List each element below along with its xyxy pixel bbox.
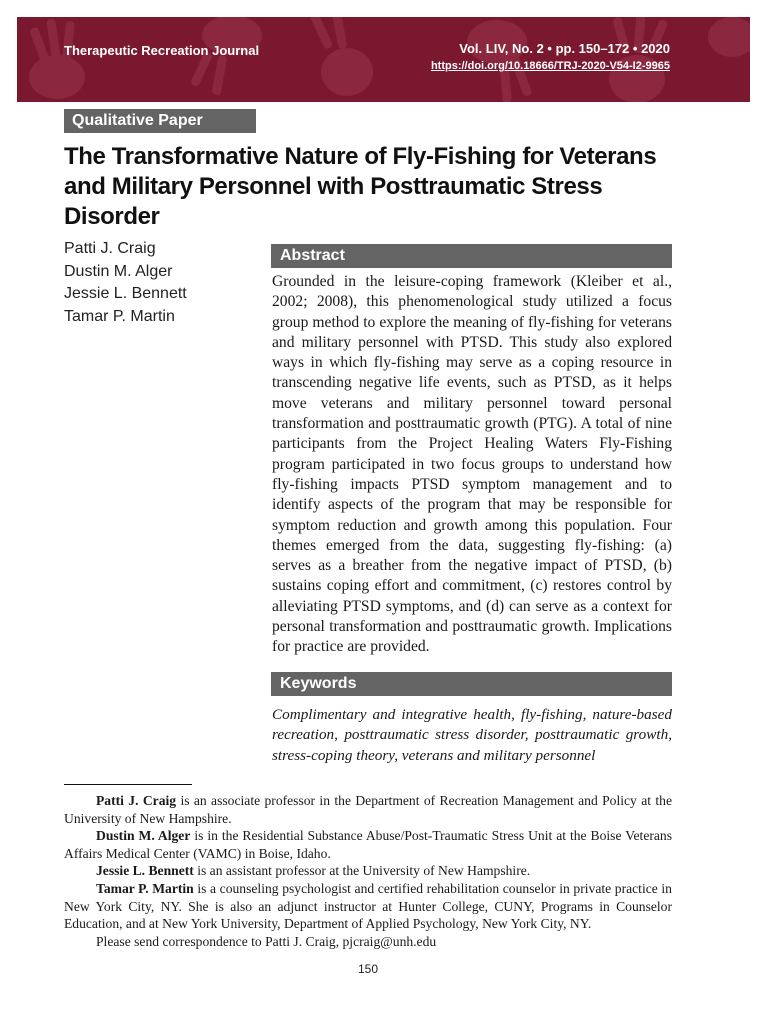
journal-banner — [17, 17, 750, 102]
author-note — [64, 827, 672, 862]
author-note-name: Jessie L. Bennett — [96, 863, 194, 879]
author-note-text: is in the Residential Substance Abuse/Post-Traumatic Stress Unit at the Boise Veterans Affairs Medical Center (VAMC) in Boise, Idaho. — [64, 828, 672, 861]
abstract-heading: Abstract — [271, 244, 672, 268]
author-note-name: Patti J. Craig — [96, 793, 177, 808]
author-note-text: is a counseling psychologist and certified rehabilitation counselor in private practice in New York City, NY. She is also an adjunct instructor at Hunter College, CUNY, Programs in Counselor Education, and at New York University, Department of Applied Psychology, New York City, NY. — [64, 880, 672, 932]
doi-link[interactable]: https://doi.org/10.18666/TRJ-2020-V54-I2-9965 — [430, 60, 670, 72]
author-note-text: is an assistant professor at the University of New Hampshire. — [193, 863, 531, 879]
author-name: Jessie L. Bennett — [64, 285, 187, 302]
keywords-heading: Keywords — [271, 672, 672, 696]
author-notes — [64, 792, 672, 950]
author-note-text: is an associate professor in the Department of Recreation Management and Policy at the University of New Hampshire. — [64, 793, 672, 826]
author-note-name: Tamar P. Martin — [96, 880, 194, 896]
author-note — [64, 880, 672, 933]
author-name: Patti J. Craig — [64, 240, 156, 257]
volume-info: Vol. LIV, No. 2 • pp. 150–172 • 2020 — [459, 41, 670, 56]
abstract-body: Grounded in the leisure-coping framework (Kleiber et al., 2002; 2008), this phenomenological study utilized a focus group method to explore the meaning of fly-fishing for veterans and military personnel with PTSD. This study also explored ways in which fly-fishing may serve as a coping resource in transcending negative life events, such as PTSD, as it helps move veterans and military personnel toward personal transformation and posttraumatic growth (PTG). A total of nine participants from the Project Healing Waters Fly-Fishing program participated in two focus groups to understand how fly-fishing impacts PTSD symptom management and to identify aspects of the program that may be responsible for symptom reduction and growth among this population. Four themes emerged from the data, suggesting fly-fishing: (a) serves as a breather from the negative impact of PTSD, (b) sustains coping effort and commitment, (c) restores control by alleviating PTSD symptoms, and (d) can serve as a context for personal transformation and posttraumatic growth. Implications for practice are provided. — [272, 273, 672, 656]
author-name: Tamar P. Martin — [64, 307, 175, 325]
footnote-divider — [64, 784, 192, 785]
article-title: The Transformative Nature of Fly-Fishing for Veterans and Military Personnel with Posttraumatic Stress Disorder — [64, 143, 657, 230]
page-number: 150 — [357, 962, 379, 976]
correspondence-note: Please send correspondence to Patti J. Craig, pjcraig@unh.edu — [96, 933, 437, 949]
keywords-body: Complimentary and integrative health, fly-fishing, nature-based recreation, posttraumatic stress disorder, posttraumatic growth, stress-coping theory, veterans and military personnel — [272, 706, 672, 764]
author-note — [64, 792, 672, 827]
journal-name: Therapeutic Recreation Journal — [64, 43, 260, 58]
author-note — [64, 862, 672, 880]
author-list — [64, 238, 264, 328]
author-name: Dustin M. Alger — [64, 262, 173, 280]
article-type-label: Qualitative Paper — [64, 109, 256, 133]
author-note-name: Dustin M. Alger — [96, 828, 191, 844]
